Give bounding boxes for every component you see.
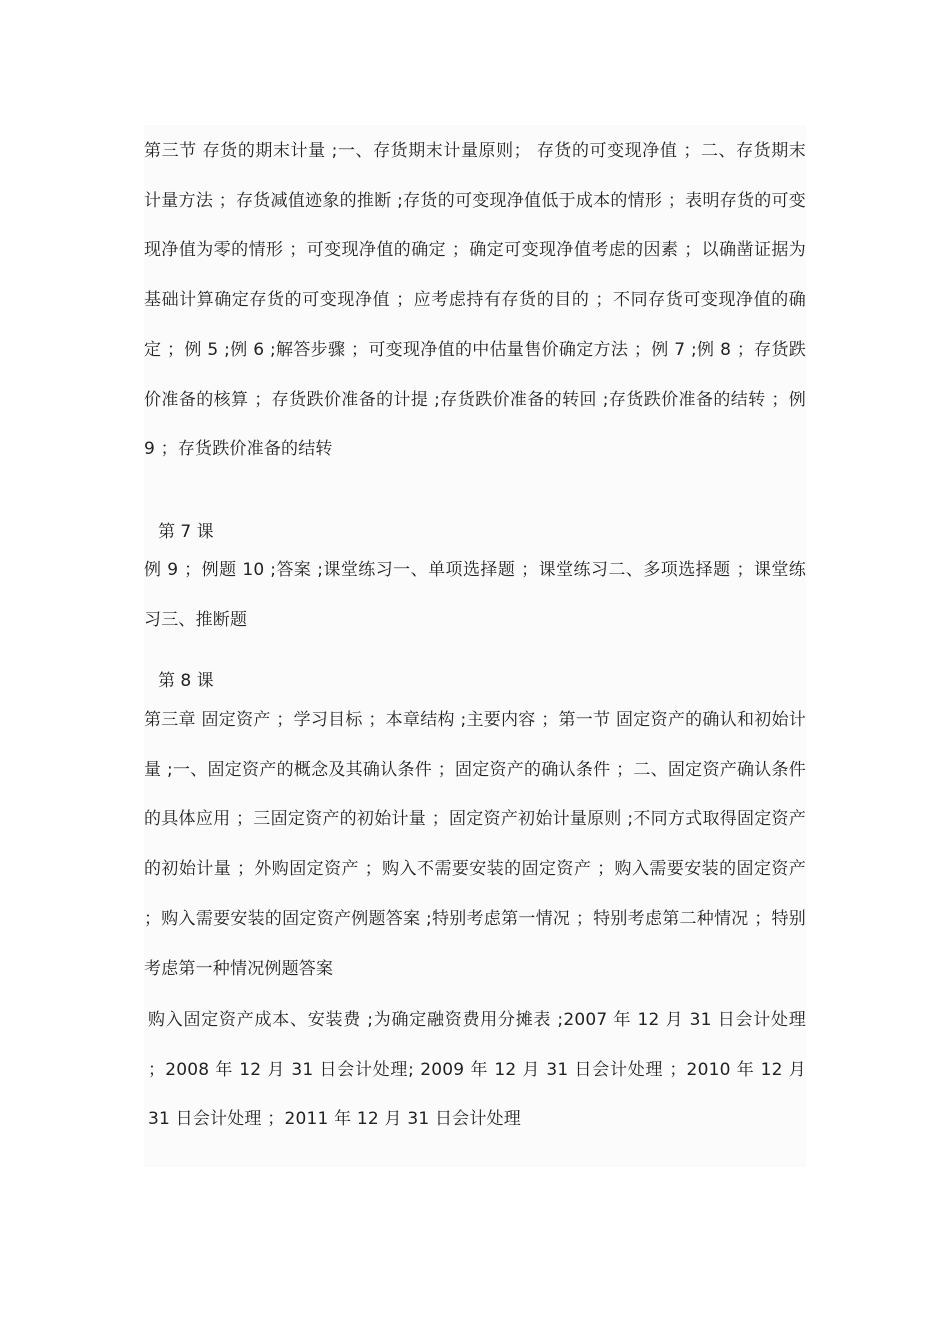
paragraph-fixed-assets: 第三章 固定资产 ；学习目标 ；本章结构 ;主要内容 ；第一节 固定资产的确认和初始计量 ;一、固定资产的概念及其确认条件 ；固定资产的确认条件 ；二、固定资产确认条件的具体应用 ；三固定资产的初始计量 ；固定资产初始计量原则 ;不同方式取得固定资产的初始计量 ；外购固定资产 ；购入不需要安装的固定资产 ；购入需要安装的固定资产 ；购入需要安装的固定资产例题答案 ;特别考虑第一情况 ；特别考虑第二种情况 ；特别考虑第一种情况例题答案 — [144, 710, 806, 979]
document-body — [144, 125, 806, 1167]
paragraph-inventory-measurement: 第三节 存货的期末计量 ;一、存货期末计量原则； 存货的可变现净值 ；二、存货期末计量方法 ；存货减值迹象的推断 ;存货的可变现净值低于成本的情形 ；表明存货的可变现净值为零的情形 ；可变现净值的确定 ；确定可变现净值考虑的因素 ；以确凿证据为基础计算确定存货的可变现净值 ；应考虑持有存货的目的 ；不同存货可变现净值的确定 ；例 5 ;例 6 ;解答步骤 ；可变现净值的中估量售价确定方法 ；例 7 ;例 8 ；存货跌价准备的核算 ；存货跌价准备的计提 ;存货跌价准备的转回 ;存货跌价准备的结转 ；例 9 ；存货跌价准备的结转 — [144, 141, 806, 460]
lesson-8-heading: 第 8 课 — [158, 671, 214, 691]
paragraph-lesson-7-exercises: 例 9 ；例题 10 ;答案 ;课堂练习一、单项选择题 ；课堂练习二、多项选择题 ；课堂练习三、推断题 — [144, 560, 806, 630]
lesson-7-heading: 第 7 课 — [158, 522, 214, 542]
paragraph-accounting-entries: 购入固定资产成本、安装费 ;为确定融资费用分摊表 ;2007 年 12 月 31 日会计处理 ；2008 年 12 月 31 日会计处理; 2009 年 12 月 31 日会计处理 ；2010 年 12 月 31 日会计处理 ；2011 年 12 月 31 日会计处理 — [148, 1010, 806, 1130]
